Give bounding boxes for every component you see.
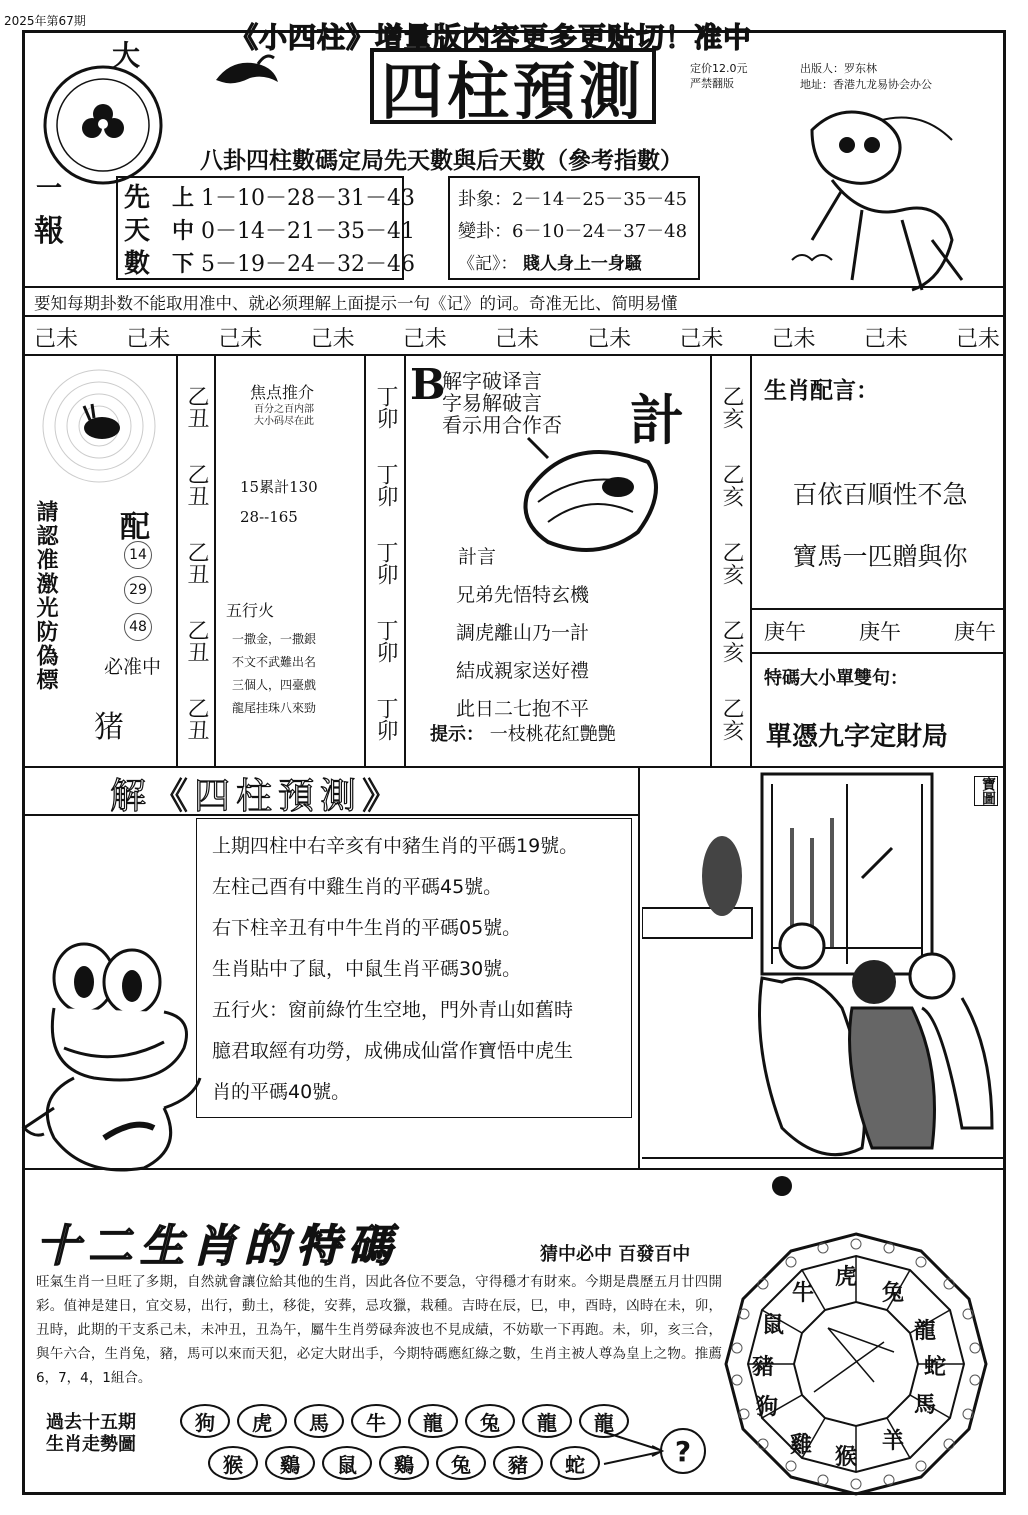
trend-pill: 猴 <box>208 1446 258 1480</box>
trend-pill: 虎 <box>237 1404 287 1438</box>
trend-pill: 龍 <box>522 1404 572 1438</box>
pei-num: 29 <box>124 576 152 604</box>
solution-line: 右下柱辛丑有中牛生肖的平碼05號。 <box>212 917 522 939</box>
jiyan-line: 結成親家送好禮 <box>456 660 590 682</box>
shengxiao-line: 寶馬一匹贈與你 <box>792 542 968 571</box>
focus-count: 15累計130 <box>240 478 318 496</box>
banner-text: 《小四柱》增量版内容更多更贴切！准中 <box>230 21 753 54</box>
focus-title: 焦点推介 <box>250 383 315 402</box>
trend-label: 生肖走勢圖 <box>46 1434 136 1455</box>
wheel-sign: 牛 <box>792 1280 815 1306</box>
yichou-cell: 乙丑 <box>184 541 209 585</box>
wheel-sign: 豬 <box>752 1354 775 1380</box>
wheel-sign: 虎 <box>835 1264 858 1290</box>
jiwei-cell: 己未 <box>863 327 908 352</box>
bottom-paragraph: 旺氣生肖一旦旺了多期，自然就會讓位給其他的生肖，因此各位不要急，守得穩才有財來。今期是農歷五月廿四開彩。值神是建日，宜交易，出行，動土，移徙，安葬，忌攻獵，栽種。吉時在辰，巳，申，酉時，凶時在未，卯，丑時，此期的干支系己未，未冲丑，丑為午，屬牛生肖勞碌奔波也不見成績，不妨歇一下再跑。未，卯，亥三合，與午六合，生肖兔，豬，馬可以來而天犯，必定大財出手，今期特碼應紅綠之數，生肖主被人尊為皇上之物。推薦6，7，4，1組合。 <box>36 1274 722 1386</box>
b-line: 看示用合作否 <box>442 413 562 437</box>
gua-label: 卦象： <box>458 189 512 210</box>
yihai-cell: 乙亥 <box>719 385 744 429</box>
gengwu-cell: 庚午 <box>859 620 901 644</box>
wheel-sign: 蛇 <box>924 1354 947 1380</box>
jiwei-row <box>34 322 1000 353</box>
dingmao-cell: 丁卯 <box>373 541 398 585</box>
yichou-cell: 乙丑 <box>184 697 209 741</box>
jiyan-line: 此日二七抱不平 <box>456 698 590 720</box>
label-shu: 數 <box>124 249 151 279</box>
question-mark-icon: ? <box>660 1428 706 1474</box>
dingmao-cell: 丁卯 <box>373 463 398 507</box>
gengwu-cell: 庚午 <box>764 620 806 644</box>
price: 定价12.0元 <box>690 62 748 75</box>
publisher: 出版人：罗东林 <box>800 62 877 75</box>
page-title: 四柱預測 <box>370 48 656 124</box>
address: 地址：香港九龙易协会办公 <box>800 78 932 91</box>
ji-row <box>458 248 687 280</box>
trend-pill: 馬 <box>294 1404 344 1438</box>
side-char-bao: 報 <box>34 214 64 249</box>
trend-pill: 鼠 <box>322 1446 372 1480</box>
jiyan-line: 兄弟先悟特玄機 <box>456 584 590 606</box>
yichou-cell: 乙丑 <box>184 619 209 663</box>
tema-text: 單憑九字定財局 <box>766 722 949 752</box>
wheel-sign: 狗 <box>756 1394 779 1420</box>
wheel-sign: 龍 <box>914 1318 937 1344</box>
pei-num: 48 <box>124 613 152 641</box>
peacock-fan-icon <box>508 432 668 562</box>
jiwei-cell: 己未 <box>126 327 171 352</box>
trend-pill: 龍 <box>408 1404 458 1438</box>
trend-labels <box>46 1412 136 1456</box>
anti-fake-warning: 請認准激光防偽標 <box>33 500 59 692</box>
pei-label: 配 <box>120 510 150 545</box>
dingmao-cell: 丁卯 <box>373 385 398 429</box>
pos-shang: 上 <box>172 185 195 211</box>
gua-rows <box>458 184 687 280</box>
tip-row <box>430 720 616 746</box>
solution-line: 肖的平碼40號。 <box>212 1081 351 1103</box>
wuxing-line: 龍尾挂珠八來勁 <box>232 701 317 715</box>
solution-line: 生肖貼中了鼠，中鼠生肖平碼30號。 <box>212 958 522 980</box>
trend-pill: 兔 <box>436 1446 486 1480</box>
scholar-illustration <box>642 768 1004 1168</box>
b-line: 字易解破言 <box>442 391 542 415</box>
solution-header: 解《四柱預測》 <box>110 776 405 817</box>
dingmao-cell: 丁卯 <box>373 697 398 741</box>
focus-sub2: 大小码尽在此 <box>254 416 314 427</box>
jiwei-cell: 己未 <box>34 327 79 352</box>
yichou-cell: 乙丑 <box>184 463 209 507</box>
shengxiao-title: 生肖配言： <box>764 377 879 404</box>
row-shang <box>172 182 415 215</box>
side-char-yi: 一 <box>36 174 63 204</box>
gengwu-row <box>764 616 996 646</box>
rabbit-emblem <box>34 366 164 486</box>
row-zhong <box>172 215 415 248</box>
wuxing-line: 不文不武難出名 <box>232 655 317 669</box>
ji-big-char: 計 <box>630 388 684 452</box>
solution-line: 五行火：窗前綠竹生空地，門外青山如舊時 <box>212 999 574 1021</box>
yihai-cell: 乙亥 <box>719 463 744 507</box>
no-copy: 严禁翻版 <box>690 77 734 90</box>
dingmao-cell: 丁卯 <box>373 619 398 663</box>
wheel-sign: 猴 <box>835 1444 858 1470</box>
jiwei-cell: 己未 <box>218 327 263 352</box>
shengxiao-lines <box>760 464 1000 588</box>
trend-pill: 龍 <box>579 1404 629 1438</box>
gua-nums: 2－14－25－35－45 <box>512 189 688 210</box>
b-line: 解字破译言 <box>442 369 542 393</box>
jiyan-title: 計言 <box>458 546 497 568</box>
trend-pill: 牛 <box>351 1404 401 1438</box>
solution-line: 臆君取經有功勞，成佛成仙當作寶悟中虎生 <box>212 1040 574 1062</box>
lion-dance-icon <box>772 90 972 310</box>
jiyan-line: 調虎離山乃一計 <box>456 622 590 644</box>
jiwei-cell: 己未 <box>402 327 447 352</box>
jiyan-lines <box>456 576 589 728</box>
b-lines <box>442 370 562 436</box>
wuxing-line: 一撒金，一撒銀 <box>232 632 317 646</box>
xiantian-labels <box>124 182 154 281</box>
label-tian: 天 <box>124 216 151 246</box>
yichou-column <box>180 368 212 758</box>
trend-pill: 豬 <box>493 1446 543 1480</box>
wheel-sign: 兔 <box>882 1280 905 1306</box>
bian-nums: 6－10－24－37－48 <box>512 221 688 242</box>
label-xian: 先 <box>124 183 151 213</box>
jiwei-cell: 己未 <box>494 327 539 352</box>
wheel-sign: 羊 <box>882 1428 905 1454</box>
wuxing-title: 五行火 <box>226 601 275 620</box>
wuxing-lines <box>232 628 316 720</box>
trend-label: 過去十五期 <box>46 1412 136 1433</box>
yihai-column <box>714 368 748 758</box>
yihai-cell: 乙亥 <box>719 541 744 585</box>
bottom-slogan: 猜中必中 百發百中 <box>540 1244 691 1265</box>
wheel-sign: 馬 <box>914 1392 937 1418</box>
nums-shang: 1－10－28－31－43 <box>201 186 415 211</box>
tip-text: 一枝桃花紅艷艷 <box>489 724 616 745</box>
must-hit: 必准中 <box>104 656 162 678</box>
trend-pill: 鷄 <box>265 1446 315 1480</box>
solution-line: 左柱己酉有中雞生肖的平碼45號。 <box>212 876 503 898</box>
row-xia <box>172 248 415 281</box>
trend-pill: 狗 <box>180 1404 230 1438</box>
yichou-cell: 乙丑 <box>184 385 209 429</box>
notice-text: 要知每期卦数不能取用准中、就必须理解上面提示一句《记》的词。奇准无比、简明易懂 <box>34 294 678 313</box>
jiwei-cell: 己未 <box>679 327 724 352</box>
trend-pill: 蛇 <box>550 1446 600 1480</box>
side-char-da: 大 <box>112 39 141 72</box>
jiwei-cell: 己未 <box>587 327 632 352</box>
shengxiao-line: 百依百順性不急 <box>792 480 968 509</box>
tip-label: 提示： <box>430 724 484 745</box>
wuxing-line: 三個人，四臺戲 <box>232 678 317 692</box>
focus-sub1: 百分之百内部 <box>254 404 314 415</box>
pig-char: 猪 <box>94 710 124 745</box>
yihai-cell: 乙亥 <box>719 619 744 663</box>
dingmao-column <box>368 368 402 758</box>
jiwei-cell: 己未 <box>771 327 816 352</box>
frog-mascot-icon <box>14 938 204 1188</box>
picture-tag: 寶圖 <box>974 776 998 806</box>
bian-label: 變卦： <box>458 221 512 242</box>
solution-lines <box>212 826 578 1113</box>
xiantian-rows <box>172 182 415 281</box>
gua-row <box>458 184 687 216</box>
bian-row <box>458 216 687 248</box>
ji-text: 賤人身上一身騷 <box>522 254 642 274</box>
bottom-header: 十二生肖的特碼 <box>36 1221 400 1272</box>
nums-zhong: 0－14－21－35－41 <box>201 219 415 244</box>
gengwu-cell: 庚午 <box>954 620 996 644</box>
pos-zhong: 中 <box>172 218 195 244</box>
b-letter: B <box>410 360 446 409</box>
focus-range: 28--165 <box>240 508 298 526</box>
subtitle: 八卦四柱數碼定局先天數與后天數（參考指數） <box>200 147 683 174</box>
wheel-sign: 鼠 <box>762 1312 785 1338</box>
pos-xia: 下 <box>172 251 195 277</box>
yihai-cell: 乙亥 <box>719 697 744 741</box>
nums-xia: 5－19－24－32－46 <box>201 252 415 277</box>
crow-icon <box>212 52 282 98</box>
jiwei-cell: 己未 <box>955 327 1000 352</box>
trend-pill: 鷄 <box>379 1446 429 1480</box>
ji-label: 《記》： <box>458 254 518 274</box>
wheel-sign: 雞 <box>790 1432 813 1458</box>
pei-num: 14 <box>124 541 152 569</box>
issue-label: 2025年第67期 <box>4 14 86 28</box>
jiwei-cell: 己未 <box>310 327 355 352</box>
tema-title: 特碼大小單雙句： <box>764 668 908 689</box>
solution-line: 上期四柱中右辛亥有中豬生肖的平碼19號。 <box>212 835 579 857</box>
black-dot <box>772 1176 792 1196</box>
trend-pill: 兔 <box>465 1404 515 1438</box>
